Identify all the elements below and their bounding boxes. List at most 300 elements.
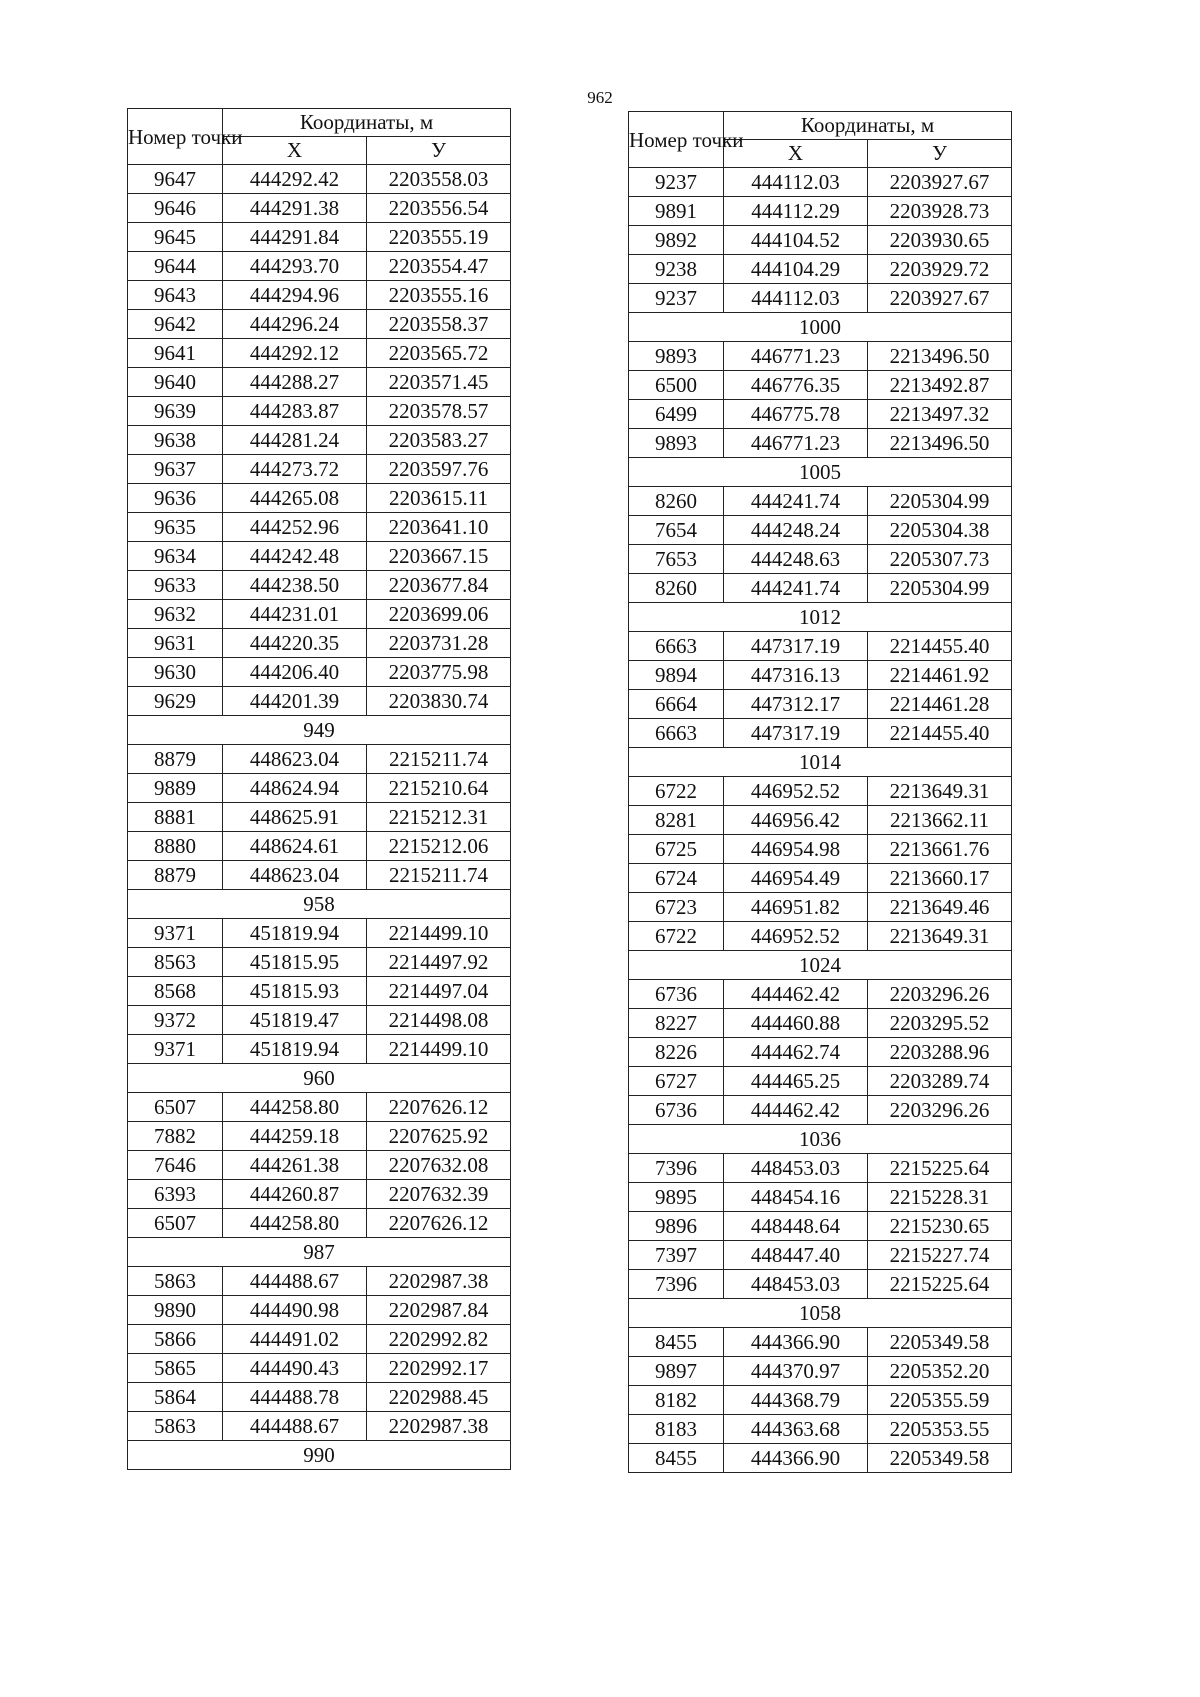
y-coordinate-cell: 2214461.28 bbox=[868, 690, 1012, 719]
point-number-cell: 9646 bbox=[128, 194, 223, 223]
point-number-cell: 9643 bbox=[128, 281, 223, 310]
y-coordinate-cell: 2207626.12 bbox=[367, 1209, 511, 1238]
x-coordinate-cell: 444462.74 bbox=[724, 1038, 868, 1067]
table-row bbox=[629, 835, 1012, 864]
point-number-cell: 9644 bbox=[128, 252, 223, 281]
section-row bbox=[629, 458, 1012, 487]
y-coordinate-cell: 2205349.58 bbox=[868, 1328, 1012, 1357]
y-coordinate-cell: 2203288.96 bbox=[868, 1038, 1012, 1067]
table-row bbox=[128, 977, 511, 1006]
y-coordinate-cell: 2203295.52 bbox=[868, 1009, 1012, 1038]
point-number-cell: 6663 bbox=[629, 632, 724, 661]
table-row bbox=[128, 600, 511, 629]
y-coordinate-cell: 2203830.74 bbox=[367, 687, 511, 716]
point-number-cell: 9642 bbox=[128, 310, 223, 339]
point-number-cell: 5863 bbox=[128, 1267, 223, 1296]
point-number-cell: 9630 bbox=[128, 658, 223, 687]
point-number-cell: 6507 bbox=[128, 1093, 223, 1122]
table-row bbox=[128, 629, 511, 658]
table-row bbox=[128, 397, 511, 426]
y-coordinate-cell: 2213649.46 bbox=[868, 893, 1012, 922]
table-row bbox=[128, 281, 511, 310]
section-label: 958 bbox=[128, 890, 511, 919]
point-number-cell: 6722 bbox=[629, 922, 724, 951]
y-coordinate-cell: 2205307.73 bbox=[868, 545, 1012, 574]
point-number-cell: 9896 bbox=[629, 1212, 724, 1241]
table-row bbox=[128, 1093, 511, 1122]
table-row bbox=[629, 922, 1012, 951]
x-coordinate-cell: 444490.43 bbox=[223, 1354, 367, 1383]
x-coordinate-cell: 444259.18 bbox=[223, 1122, 367, 1151]
x-coordinate-cell: 444296.24 bbox=[223, 310, 367, 339]
point-number-cell: 5863 bbox=[128, 1412, 223, 1441]
table-row bbox=[629, 1154, 1012, 1183]
y-coordinate-cell: 2207625.92 bbox=[367, 1122, 511, 1151]
table-row bbox=[128, 1180, 511, 1209]
x-coordinate-cell: 444291.38 bbox=[223, 194, 367, 223]
point-number-cell: 9645 bbox=[128, 223, 223, 252]
table-row bbox=[128, 948, 511, 977]
x-coordinate-cell: 448454.16 bbox=[724, 1183, 868, 1212]
y-coordinate-cell: 2203929.72 bbox=[868, 255, 1012, 284]
x-coordinate-cell: 444283.87 bbox=[223, 397, 367, 426]
x-coordinate-cell: 446776.35 bbox=[724, 371, 868, 400]
table-row bbox=[629, 1183, 1012, 1212]
y-coordinate-cell: 2203615.11 bbox=[367, 484, 511, 513]
y-coordinate-cell: 2205353.55 bbox=[868, 1415, 1012, 1444]
point-number-cell: 6663 bbox=[629, 719, 724, 748]
table-row bbox=[629, 429, 1012, 458]
x-coordinate-cell: 444261.38 bbox=[223, 1151, 367, 1180]
y-coordinate-cell: 2213497.32 bbox=[868, 400, 1012, 429]
x-coordinate-cell: 444491.02 bbox=[223, 1325, 367, 1354]
point-number-cell: 9238 bbox=[629, 255, 724, 284]
table-row bbox=[128, 658, 511, 687]
section-row bbox=[128, 1238, 511, 1267]
x-coordinate-cell: 444462.42 bbox=[724, 980, 868, 1009]
x-coordinate-cell: 447316.13 bbox=[724, 661, 868, 690]
table-row bbox=[629, 1386, 1012, 1415]
x-coordinate-cell: 444460.88 bbox=[724, 1009, 868, 1038]
point-number-cell: 8455 bbox=[629, 1444, 724, 1473]
x-coordinate-cell: 444231.01 bbox=[223, 600, 367, 629]
y-coordinate-cell: 2214455.40 bbox=[868, 719, 1012, 748]
point-number-cell: 9637 bbox=[128, 455, 223, 484]
x-coordinate-cell: 444112.03 bbox=[724, 168, 868, 197]
point-number-cell: 6664 bbox=[629, 690, 724, 719]
x-coordinate-cell: 444294.96 bbox=[223, 281, 367, 310]
y-coordinate-cell: 2214498.08 bbox=[367, 1006, 511, 1035]
x-coordinate-cell: 448624.94 bbox=[223, 774, 367, 803]
y-coordinate-cell: 2203289.74 bbox=[868, 1067, 1012, 1096]
point-number-cell: 7882 bbox=[128, 1122, 223, 1151]
header-y: У bbox=[367, 137, 511, 165]
section-label: 990 bbox=[128, 1441, 511, 1470]
point-number-cell: 9636 bbox=[128, 484, 223, 513]
table-row bbox=[128, 542, 511, 571]
coordinates-table-left bbox=[127, 108, 511, 1470]
y-coordinate-cell: 2203699.06 bbox=[367, 600, 511, 629]
table-row bbox=[128, 745, 511, 774]
table-row bbox=[128, 1325, 511, 1354]
point-number-cell: 7654 bbox=[629, 516, 724, 545]
table-row bbox=[629, 255, 1012, 284]
x-coordinate-cell: 444370.97 bbox=[724, 1357, 868, 1386]
point-number-cell: 7397 bbox=[629, 1241, 724, 1270]
point-number-cell: 9647 bbox=[128, 165, 223, 194]
point-number-cell: 9638 bbox=[128, 426, 223, 455]
y-coordinate-cell: 2207632.39 bbox=[367, 1180, 511, 1209]
x-coordinate-cell: 446771.23 bbox=[724, 342, 868, 371]
y-coordinate-cell: 2205352.20 bbox=[868, 1357, 1012, 1386]
table-row bbox=[629, 1096, 1012, 1125]
point-number-cell: 9371 bbox=[128, 1035, 223, 1064]
header-x: X bbox=[724, 140, 868, 168]
x-coordinate-cell: 444206.40 bbox=[223, 658, 367, 687]
table-row bbox=[629, 197, 1012, 226]
point-number-cell: 9892 bbox=[629, 226, 724, 255]
x-coordinate-cell: 448453.03 bbox=[724, 1270, 868, 1299]
table-row bbox=[128, 1209, 511, 1238]
x-coordinate-cell: 446954.98 bbox=[724, 835, 868, 864]
x-coordinate-cell: 444238.50 bbox=[223, 571, 367, 600]
point-number-cell: 9895 bbox=[629, 1183, 724, 1212]
point-number-cell: 9371 bbox=[128, 919, 223, 948]
table-row bbox=[128, 1151, 511, 1180]
x-coordinate-cell: 444273.72 bbox=[223, 455, 367, 484]
x-coordinate-cell: 444488.78 bbox=[223, 1383, 367, 1412]
table-row bbox=[128, 1383, 511, 1412]
y-coordinate-cell: 2205304.38 bbox=[868, 516, 1012, 545]
point-number-cell: 6507 bbox=[128, 1209, 223, 1238]
table-row bbox=[128, 252, 511, 281]
y-coordinate-cell: 2215225.64 bbox=[868, 1270, 1012, 1299]
y-coordinate-cell: 2215210.64 bbox=[367, 774, 511, 803]
y-coordinate-cell: 2213496.50 bbox=[868, 429, 1012, 458]
y-coordinate-cell: 2203578.57 bbox=[367, 397, 511, 426]
x-coordinate-cell: 444281.24 bbox=[223, 426, 367, 455]
x-coordinate-cell: 448453.03 bbox=[724, 1154, 868, 1183]
y-coordinate-cell: 2214497.04 bbox=[367, 977, 511, 1006]
table-row bbox=[629, 516, 1012, 545]
table-row bbox=[629, 400, 1012, 429]
x-coordinate-cell: 444112.03 bbox=[724, 284, 868, 313]
y-coordinate-cell: 2215230.65 bbox=[868, 1212, 1012, 1241]
point-number-cell: 9633 bbox=[128, 571, 223, 600]
table-row bbox=[128, 861, 511, 890]
y-coordinate-cell: 2214461.92 bbox=[868, 661, 1012, 690]
table-row bbox=[128, 1354, 511, 1383]
point-number-cell: 9890 bbox=[128, 1296, 223, 1325]
table-row bbox=[128, 484, 511, 513]
y-coordinate-cell: 2203296.26 bbox=[868, 1096, 1012, 1125]
x-coordinate-cell: 446771.23 bbox=[724, 429, 868, 458]
table-row bbox=[629, 371, 1012, 400]
y-coordinate-cell: 2203555.19 bbox=[367, 223, 511, 252]
y-coordinate-cell: 2213649.31 bbox=[868, 922, 1012, 951]
y-coordinate-cell: 2202992.17 bbox=[367, 1354, 511, 1383]
x-coordinate-cell: 446952.52 bbox=[724, 922, 868, 951]
x-coordinate-cell: 444490.98 bbox=[223, 1296, 367, 1325]
point-number-cell: 6727 bbox=[629, 1067, 724, 1096]
point-number-cell: 8879 bbox=[128, 745, 223, 774]
section-label: 1058 bbox=[629, 1299, 1012, 1328]
x-coordinate-cell: 444248.24 bbox=[724, 516, 868, 545]
x-coordinate-cell: 444488.67 bbox=[223, 1412, 367, 1441]
table-row bbox=[629, 1038, 1012, 1067]
point-number-cell: 7396 bbox=[629, 1154, 724, 1183]
point-number-cell: 7646 bbox=[128, 1151, 223, 1180]
table-row bbox=[128, 339, 511, 368]
table-row bbox=[128, 194, 511, 223]
point-number-cell: 8455 bbox=[629, 1328, 724, 1357]
y-coordinate-cell: 2203731.28 bbox=[367, 629, 511, 658]
y-coordinate-cell: 2215227.74 bbox=[868, 1241, 1012, 1270]
table-body bbox=[128, 165, 511, 1470]
point-number-cell: 8568 bbox=[128, 977, 223, 1006]
table-row bbox=[629, 284, 1012, 313]
x-coordinate-cell: 444258.80 bbox=[223, 1209, 367, 1238]
section-row bbox=[128, 1064, 511, 1093]
table-row bbox=[629, 1009, 1012, 1038]
x-coordinate-cell: 444248.63 bbox=[724, 545, 868, 574]
y-coordinate-cell: 2215212.06 bbox=[367, 832, 511, 861]
y-coordinate-cell: 2202987.84 bbox=[367, 1296, 511, 1325]
section-row bbox=[128, 716, 511, 745]
table-row bbox=[128, 455, 511, 484]
table-row bbox=[629, 661, 1012, 690]
x-coordinate-cell: 444368.79 bbox=[724, 1386, 868, 1415]
table-row bbox=[629, 1357, 1012, 1386]
y-coordinate-cell: 2203927.67 bbox=[868, 168, 1012, 197]
x-coordinate-cell: 444112.29 bbox=[724, 197, 868, 226]
y-coordinate-cell: 2203930.65 bbox=[868, 226, 1012, 255]
y-coordinate-cell: 2203583.27 bbox=[367, 426, 511, 455]
x-coordinate-cell: 444462.42 bbox=[724, 1096, 868, 1125]
table-row bbox=[629, 1415, 1012, 1444]
y-coordinate-cell: 2213649.31 bbox=[868, 777, 1012, 806]
table-row bbox=[629, 1328, 1012, 1357]
coordinates-table-right bbox=[628, 111, 1012, 1473]
header-coordinates: Координаты, м bbox=[223, 109, 511, 137]
x-coordinate-cell: 448624.61 bbox=[223, 832, 367, 861]
y-coordinate-cell: 2203927.67 bbox=[868, 284, 1012, 313]
x-coordinate-cell: 447317.19 bbox=[724, 632, 868, 661]
point-number-cell: 9641 bbox=[128, 339, 223, 368]
y-coordinate-cell: 2213492.87 bbox=[868, 371, 1012, 400]
section-label: 1036 bbox=[629, 1125, 1012, 1154]
y-coordinate-cell: 2215211.74 bbox=[367, 861, 511, 890]
section-label: 987 bbox=[128, 1238, 511, 1267]
x-coordinate-cell: 444241.74 bbox=[724, 574, 868, 603]
x-coordinate-cell: 447317.19 bbox=[724, 719, 868, 748]
x-coordinate-cell: 444288.27 bbox=[223, 368, 367, 397]
point-number-cell: 9237 bbox=[629, 284, 724, 313]
x-coordinate-cell: 444104.29 bbox=[724, 255, 868, 284]
y-coordinate-cell: 2202992.82 bbox=[367, 1325, 511, 1354]
section-row bbox=[629, 603, 1012, 632]
point-number-cell: 6736 bbox=[629, 980, 724, 1009]
point-number-cell: 8281 bbox=[629, 806, 724, 835]
table-row bbox=[629, 690, 1012, 719]
x-coordinate-cell: 451815.93 bbox=[223, 977, 367, 1006]
table-row bbox=[128, 687, 511, 716]
y-coordinate-cell: 2203555.16 bbox=[367, 281, 511, 310]
section-label: 949 bbox=[128, 716, 511, 745]
y-coordinate-cell: 2203558.37 bbox=[367, 310, 511, 339]
x-coordinate-cell: 448447.40 bbox=[724, 1241, 868, 1270]
y-coordinate-cell: 2203565.72 bbox=[367, 339, 511, 368]
x-coordinate-cell: 444252.96 bbox=[223, 513, 367, 542]
table-row bbox=[629, 487, 1012, 516]
x-coordinate-cell: 444293.70 bbox=[223, 252, 367, 281]
table-row bbox=[128, 223, 511, 252]
x-coordinate-cell: 444292.12 bbox=[223, 339, 367, 368]
y-coordinate-cell: 2202987.38 bbox=[367, 1412, 511, 1441]
header-point-number: Номер точки bbox=[128, 109, 223, 165]
point-number-cell: 9894 bbox=[629, 661, 724, 690]
header-coordinates: Координаты, м bbox=[724, 112, 1012, 140]
y-coordinate-cell: 2203641.10 bbox=[367, 513, 511, 542]
x-coordinate-cell: 446952.52 bbox=[724, 777, 868, 806]
point-number-cell: 8881 bbox=[128, 803, 223, 832]
point-number-cell: 6499 bbox=[629, 400, 724, 429]
table-row bbox=[629, 1270, 1012, 1299]
point-number-cell: 8227 bbox=[629, 1009, 724, 1038]
table-row bbox=[128, 426, 511, 455]
table-row bbox=[128, 1122, 511, 1151]
x-coordinate-cell: 444366.90 bbox=[724, 1328, 868, 1357]
point-number-cell: 9631 bbox=[128, 629, 223, 658]
x-coordinate-cell: 444242.48 bbox=[223, 542, 367, 571]
point-number-cell: 5865 bbox=[128, 1354, 223, 1383]
table-row bbox=[629, 777, 1012, 806]
point-number-cell: 8260 bbox=[629, 487, 724, 516]
point-number-cell: 8880 bbox=[128, 832, 223, 861]
y-coordinate-cell: 2205349.58 bbox=[868, 1444, 1012, 1473]
y-coordinate-cell: 2213661.76 bbox=[868, 835, 1012, 864]
point-number-cell: 9889 bbox=[128, 774, 223, 803]
table-row bbox=[629, 1067, 1012, 1096]
point-number-cell: 8182 bbox=[629, 1386, 724, 1415]
table-row bbox=[629, 545, 1012, 574]
y-coordinate-cell: 2213660.17 bbox=[868, 864, 1012, 893]
y-coordinate-cell: 2215228.31 bbox=[868, 1183, 1012, 1212]
y-coordinate-cell: 2203667.15 bbox=[367, 542, 511, 571]
x-coordinate-cell: 448623.04 bbox=[223, 861, 367, 890]
header-x: X bbox=[223, 137, 367, 165]
x-coordinate-cell: 451819.47 bbox=[223, 1006, 367, 1035]
y-coordinate-cell: 2213496.50 bbox=[868, 342, 1012, 371]
x-coordinate-cell: 446775.78 bbox=[724, 400, 868, 429]
point-number-cell: 6393 bbox=[128, 1180, 223, 1209]
table-row bbox=[629, 226, 1012, 255]
y-coordinate-cell: 2203597.76 bbox=[367, 455, 511, 484]
y-coordinate-cell: 2203554.47 bbox=[367, 252, 511, 281]
y-coordinate-cell: 2203558.03 bbox=[367, 165, 511, 194]
section-label: 1024 bbox=[629, 951, 1012, 980]
table-row bbox=[128, 513, 511, 542]
table-row bbox=[629, 719, 1012, 748]
table-row bbox=[629, 632, 1012, 661]
section-row bbox=[128, 1441, 511, 1470]
y-coordinate-cell: 2207632.08 bbox=[367, 1151, 511, 1180]
point-number-cell: 9891 bbox=[629, 197, 724, 226]
point-number-cell: 9632 bbox=[128, 600, 223, 629]
table-row bbox=[629, 1241, 1012, 1270]
table-row bbox=[629, 168, 1012, 197]
x-coordinate-cell: 444241.74 bbox=[724, 487, 868, 516]
point-number-cell: 9634 bbox=[128, 542, 223, 571]
point-number-cell: 6723 bbox=[629, 893, 724, 922]
section-row bbox=[629, 951, 1012, 980]
section-row bbox=[629, 1125, 1012, 1154]
y-coordinate-cell: 2205304.99 bbox=[868, 574, 1012, 603]
point-number-cell: 9635 bbox=[128, 513, 223, 542]
table-row bbox=[629, 980, 1012, 1009]
x-coordinate-cell: 444363.68 bbox=[724, 1415, 868, 1444]
table-row bbox=[128, 919, 511, 948]
header-y: У bbox=[868, 140, 1012, 168]
point-number-cell: 5866 bbox=[128, 1325, 223, 1354]
x-coordinate-cell: 444258.80 bbox=[223, 1093, 367, 1122]
x-coordinate-cell: 444465.25 bbox=[724, 1067, 868, 1096]
x-coordinate-cell: 444104.52 bbox=[724, 226, 868, 255]
section-row bbox=[629, 313, 1012, 342]
table-row bbox=[629, 1212, 1012, 1241]
point-number-cell: 9372 bbox=[128, 1006, 223, 1035]
point-number-cell: 8260 bbox=[629, 574, 724, 603]
table-row bbox=[128, 1006, 511, 1035]
y-coordinate-cell: 2205355.59 bbox=[868, 1386, 1012, 1415]
x-coordinate-cell: 444366.90 bbox=[724, 1444, 868, 1473]
y-coordinate-cell: 2214499.10 bbox=[367, 1035, 511, 1064]
x-coordinate-cell: 448625.91 bbox=[223, 803, 367, 832]
table-row bbox=[629, 864, 1012, 893]
y-coordinate-cell: 2215212.31 bbox=[367, 803, 511, 832]
section-row bbox=[629, 748, 1012, 777]
table-row bbox=[128, 1296, 511, 1325]
x-coordinate-cell: 444292.42 bbox=[223, 165, 367, 194]
y-coordinate-cell: 2203556.54 bbox=[367, 194, 511, 223]
x-coordinate-cell: 444265.08 bbox=[223, 484, 367, 513]
x-coordinate-cell: 446951.82 bbox=[724, 893, 868, 922]
y-coordinate-cell: 2203677.84 bbox=[367, 571, 511, 600]
y-coordinate-cell: 2202987.38 bbox=[367, 1267, 511, 1296]
table-row bbox=[629, 1444, 1012, 1473]
section-label: 1000 bbox=[629, 313, 1012, 342]
x-coordinate-cell: 444201.39 bbox=[223, 687, 367, 716]
x-coordinate-cell: 446956.42 bbox=[724, 806, 868, 835]
table-row bbox=[128, 1412, 511, 1441]
table-row bbox=[128, 774, 511, 803]
y-coordinate-cell: 2207626.12 bbox=[367, 1093, 511, 1122]
point-number-cell: 9893 bbox=[629, 429, 724, 458]
table-row bbox=[128, 571, 511, 600]
y-coordinate-cell: 2213662.11 bbox=[868, 806, 1012, 835]
table-row bbox=[128, 1035, 511, 1064]
x-coordinate-cell: 448623.04 bbox=[223, 745, 367, 774]
page-number: 962 bbox=[587, 88, 613, 107]
x-coordinate-cell: 444260.87 bbox=[223, 1180, 367, 1209]
table-body bbox=[629, 168, 1012, 1473]
point-number-cell: 7396 bbox=[629, 1270, 724, 1299]
y-coordinate-cell: 2202988.45 bbox=[367, 1383, 511, 1412]
point-number-cell: 8879 bbox=[128, 861, 223, 890]
y-coordinate-cell: 2214497.92 bbox=[367, 948, 511, 977]
point-number-cell: 8563 bbox=[128, 948, 223, 977]
point-number-cell: 9640 bbox=[128, 368, 223, 397]
